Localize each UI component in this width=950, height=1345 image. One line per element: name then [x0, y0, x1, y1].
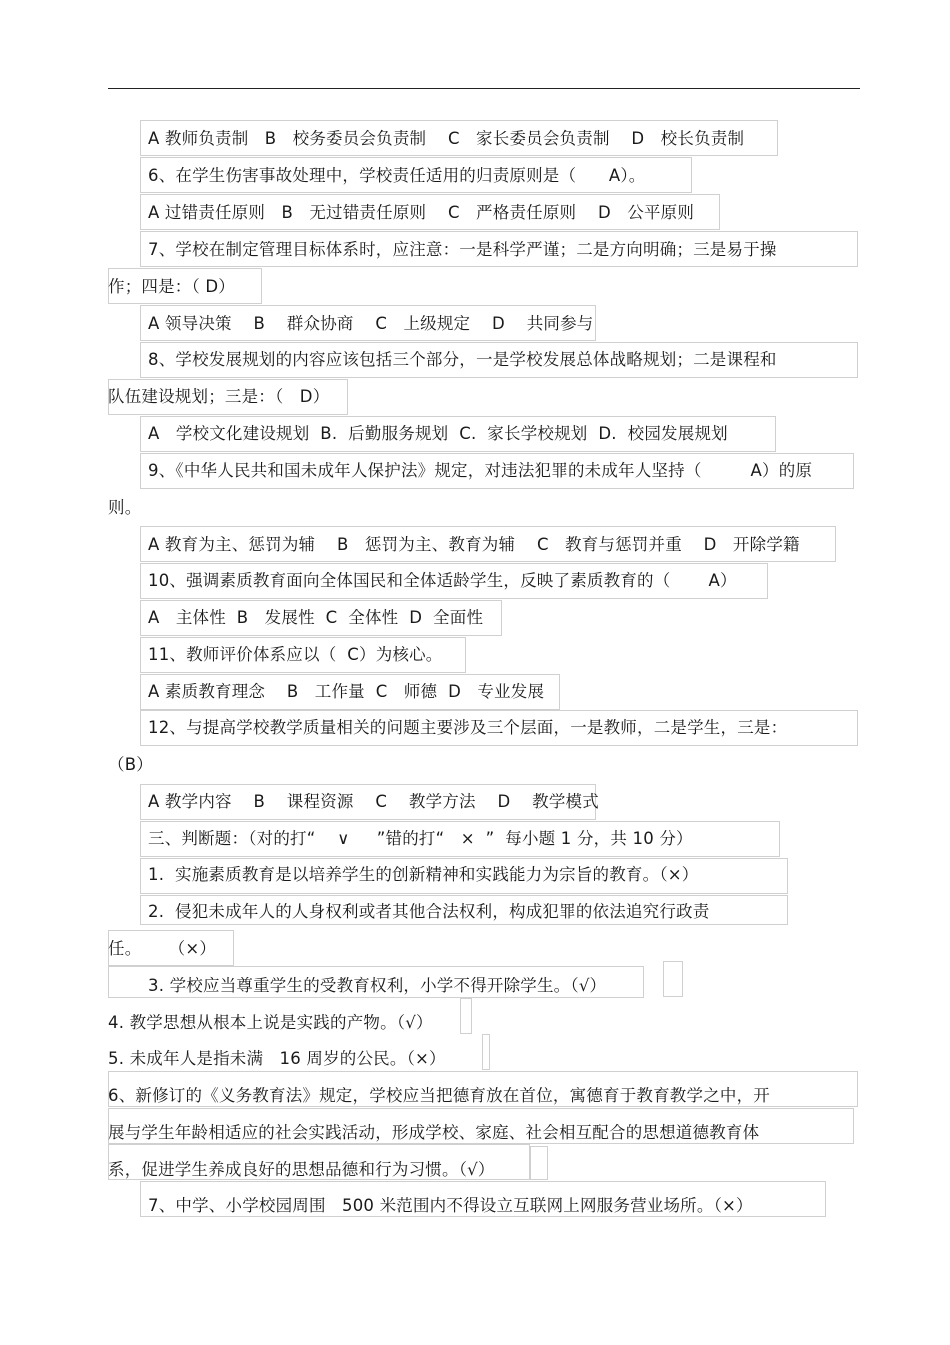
text-line: 10、强调素质教育面向全体国民和全体适龄学生，反映了素质教育的（ A） [148, 571, 737, 590]
text-line: A 领导决策 B 群众协商 C 上级规定 D 共同参与 [148, 314, 594, 333]
text-line: 任。 （×） [108, 939, 217, 958]
text-line: 则。 [108, 498, 142, 517]
text-line: 3. 学校应当尊重学生的受教育权利，小学不得开除学生。（√） [148, 976, 607, 995]
text-line: A 过错责任原则 B 无过错责任原则 C 严格责任原则 D 公平原则 [148, 203, 695, 222]
text-line: 4. 教学思想从根本上说是实践的产物。（√） [108, 1013, 433, 1032]
text-line: 三、判断题：（对的打“ ∨ ”错的打“ × ” 每小题 1 分，共 10 分） [148, 829, 693, 848]
text-line: A 教师负责制 B 校务委员会负责制 C 家长委员会负责制 D 校长负责制 [148, 129, 745, 148]
header-rule [108, 88, 860, 89]
text-line: A 教育为主、惩罚为辅 B 惩罚为主、教育为辅 C 教育与惩罚并重 D 开除学籍 [148, 535, 800, 554]
text-line: 6、在学生伤害事故处理中，学校责任适用的归责原则是（ A）。 [148, 166, 646, 185]
text-line: 系，促进学生养成良好的思想品德和行为习惯。（√） [108, 1160, 495, 1179]
text-line: 7、中学、小学校园周围 500 米范围内不得设立互联网上网服务营业场所。（×） [148, 1196, 753, 1215]
text-line: 队伍建设规划；三是：（ D） [108, 387, 330, 406]
text-line: A 教学内容 B 课程资源 C 教学方法 D 教学模式 [148, 792, 599, 811]
text-line: 12、与提高学校教学质量相关的问题主要涉及三个层面，一是教师，二是学生，三是： [148, 718, 788, 737]
scan-box [530, 1146, 548, 1180]
text-line: A 素质教育理念 B 工作量 C 师德 D 专业发展 [148, 682, 545, 701]
text-line: A 主体性 B 发展性 C 全体性 D 全面性 [148, 608, 484, 627]
text-line: 1. 实施素质教育是以培养学生的创新精神和实践能力为宗旨的教育。（×） [148, 865, 699, 884]
text-line: A 学校文化建设规划 B. 后勤服务规划 C. 家长学校规划 D. 校园发展规划 [148, 424, 728, 443]
text-line: 6、新修订的《义务教育法》规定，学校应当把德育放在首位，寓德育于教育教学之中，开 [108, 1086, 770, 1105]
scan-box [482, 1034, 490, 1070]
text-line: 8、学校发展规划的内容应该包括三个部分，一是学校发展总体战略规划；二是课程和 [148, 350, 777, 369]
text-line: 9、《中华人民共和国未成年人保护法》规定，对违法犯罪的未成年人坚持（ A）的原 [148, 461, 813, 480]
scan-box [663, 961, 683, 997]
text-line: 2. 侵犯未成年人的人身权利或者其他合法权利，构成犯罪的依法追究行政责 [148, 902, 710, 921]
scan-box [460, 998, 472, 1034]
text-line: 7、学校在制定管理目标体系时，应注意：一是科学严谨；二是方向明确；三是易于操 [148, 240, 777, 259]
text-line: 展与学生年龄相适应的社会实践活动，形成学校、家庭、社会相互配合的思想道德教育体 [108, 1123, 760, 1142]
text-line: 5. 未成年人是指未满 16 周岁的公民。（×） [108, 1049, 446, 1068]
text-line: 11、教师评价体系应以（ C）为核心。 [148, 645, 443, 664]
text-line: （B） [108, 755, 153, 774]
text-line: 作；四是：（ D） [108, 277, 236, 296]
